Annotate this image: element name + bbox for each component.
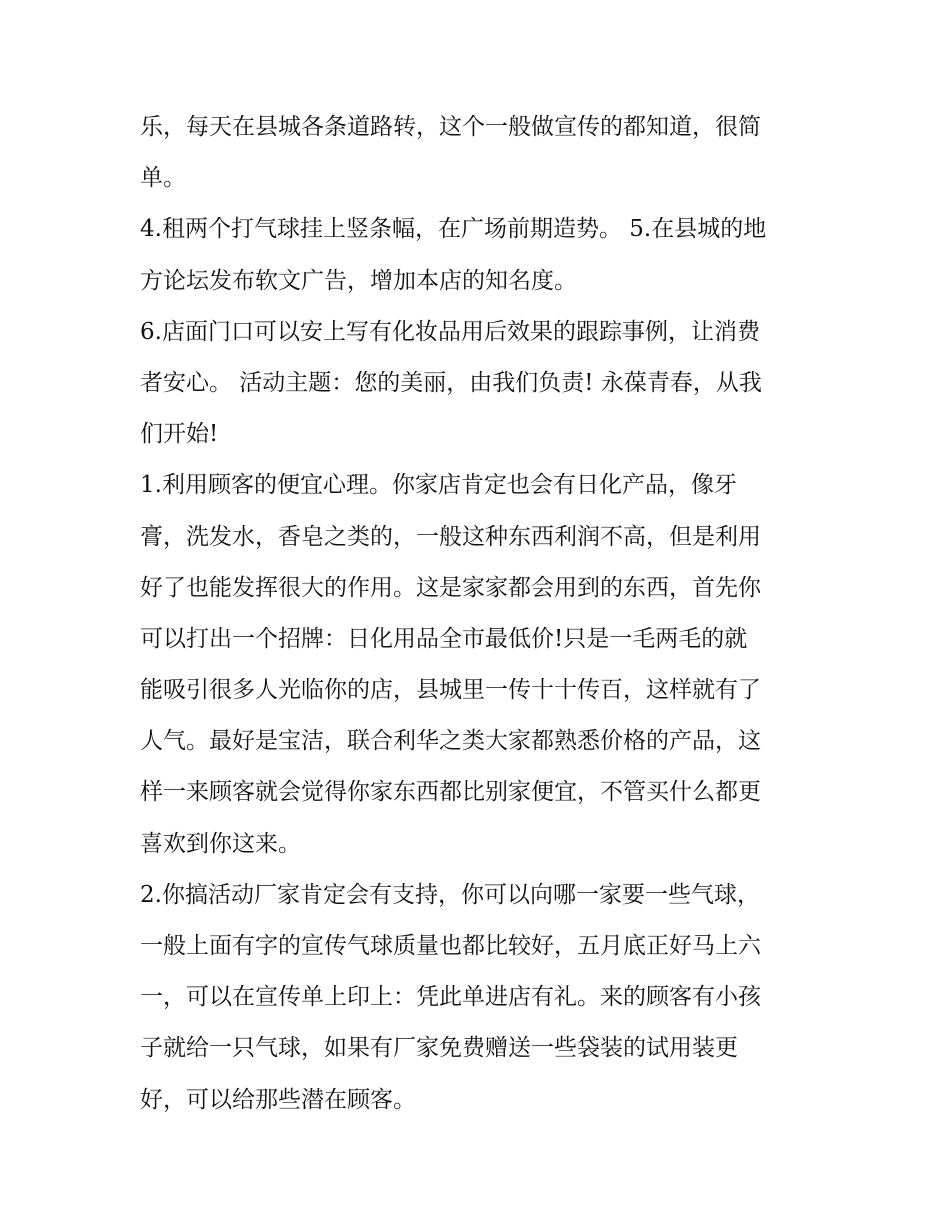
text-line: 一般上面有字的宣传气球质量也都比较好，五月底正好马上六 bbox=[140, 933, 761, 959]
text-line: 好，可以给那些潜在顾客。 bbox=[140, 1086, 416, 1113]
text-line: 乐，每天在县城各条道路转，这个一般做宣传的都知道，很简 bbox=[140, 114, 761, 140]
text-line: 能吸引很多人光临你的店，县城里一传十十传百，这样就有了 bbox=[140, 677, 761, 704]
text-line: 方论坛发布软文广告，增加本店的知名度。 bbox=[140, 267, 577, 294]
text-line: 好了也能发挥很大的作用。这是家家都会用到的东西，首先你 bbox=[140, 574, 761, 601]
text-line: 人气。最好是宝洁，联合利华之类大家都熟悉价格的产品，这 bbox=[140, 728, 761, 755]
text-line: 样一来顾客就会觉得你家东西都比别家便宜，不管买什么都更 bbox=[140, 779, 761, 806]
text-line: 一，可以在宣传单上印上：凭此单进店有礼。来的顾客有小孩 bbox=[140, 984, 761, 1011]
document-body bbox=[140, 102, 812, 1126]
text-line: 们开始! bbox=[140, 421, 219, 448]
text-line: 子就给一只气球，如果有厂家免费赠送一些袋装的试用装更 bbox=[140, 1035, 738, 1062]
text-line: 喜欢到你这来。 bbox=[140, 830, 301, 857]
text-line: 者安心。 活动主题：您的美丽，由我们负责! 永葆青春，从我 bbox=[140, 369, 762, 396]
text-line: 单。 bbox=[140, 165, 186, 192]
text-line: 2.你搞活动厂家肯定会有支持，你可以向哪一家要一些气球， bbox=[140, 881, 760, 908]
text-line: 可以打出一个招牌：日化用品全市最低价!只是一毛两毛的就 bbox=[140, 625, 748, 652]
text-line: 1.利用顾客的便宜心理。你家店肯定也会有日化产品，像牙 bbox=[140, 472, 737, 499]
text-line: 膏，洗发水，香皂之类的，一般这种东西利润不高，但是利用 bbox=[140, 523, 761, 550]
text-line: 4.租两个打气球挂上竖条幅，在广场前期造势。 5.在县城的地 bbox=[140, 216, 767, 243]
text-line: 6.店面门口可以安上写有化妆品用后效果的跟踪事例，让消费 bbox=[140, 318, 760, 345]
